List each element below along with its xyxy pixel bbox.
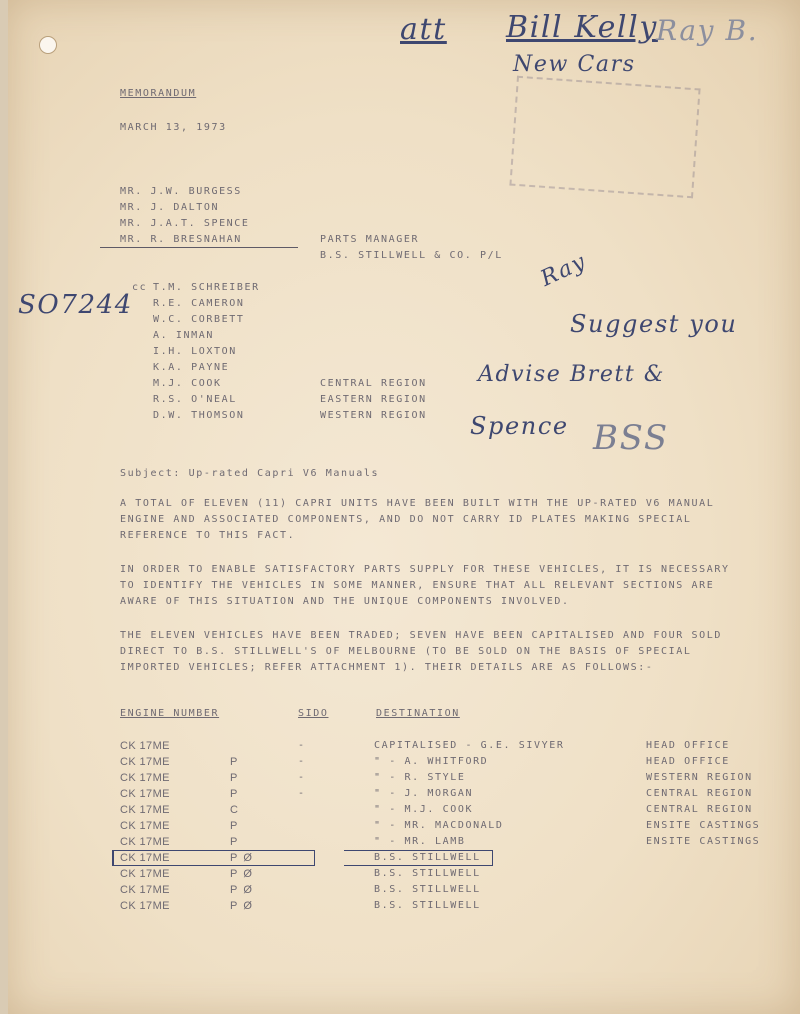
parts-mark: P — [230, 836, 239, 848]
cc-name: A. INMAN — [153, 330, 214, 341]
sido-value: - — [298, 772, 306, 783]
from-company: B.S. STILLWELL & CO. P/L — [320, 250, 503, 261]
recipient: MR. J.A.T. SPENCE — [120, 218, 250, 229]
parts-mark: P Ø — [230, 900, 254, 912]
sido-value: - — [298, 740, 306, 751]
parts-mark: P Ø — [230, 868, 254, 880]
handwritten-ref-number: SO7244 — [18, 290, 133, 320]
destination: " - A. WHITFORD — [374, 756, 489, 767]
engine-number: CK 17ME — [120, 788, 170, 800]
cc-region: WESTERN REGION — [320, 410, 427, 421]
parts-mark: P Ø — [230, 852, 254, 864]
engine-number: CK 17ME — [120, 740, 170, 752]
cc-name: M.J. COOK — [153, 378, 222, 389]
cc-name: T.M. SCHREIBER — [153, 282, 260, 293]
cc-name: K.A. PAYNE — [153, 362, 230, 373]
handwritten-new-cars: New Cars — [513, 52, 636, 77]
location: ENSITE CASTINGS — [646, 836, 761, 847]
cc-label: cc — [132, 282, 148, 293]
memo-page — [8, 0, 800, 1014]
handwritten-att: att — [400, 12, 447, 47]
engine-number: CK 17ME — [120, 884, 170, 896]
cc-name: D.W. THOMSON — [153, 410, 245, 421]
location: CENTRAL REGION — [646, 788, 753, 799]
column-header-engine: ENGINE NUMBER — [120, 708, 220, 719]
parts-mark: P — [230, 772, 239, 784]
engine-number: CK 17ME — [120, 756, 170, 768]
memo-subject: Subject: Up-rated Capri V6 Manuals — [120, 468, 380, 479]
destination: B.S. STILLWELL — [374, 868, 481, 879]
recipient: MR. R. BRESNAHAN — [120, 234, 242, 245]
destination: CAPITALISED - G.E. SIVYER — [374, 740, 565, 751]
engine-number: CK 17ME — [120, 772, 170, 784]
location: CENTRAL REGION — [646, 804, 753, 815]
highlight-line — [112, 850, 315, 866]
memo-date: MARCH 13, 1973 — [120, 122, 227, 133]
sido-value: - — [298, 756, 306, 767]
memo-paragraph: THE ELEVEN VEHICLES HAVE BEEN TRADED; SEVEN HAVE BEEN CAPITALISED AND FOUR SOLD DIRECT TO B.S. STILLWELL'S OF MELBOURNE (TO BE SOLD ON THE BASIS OF SPECIAL IMPORTED VEHICLES; REFER ATTACHMENT 1). THEIR DETAILS ARE AS FOLLOWS:- — [120, 630, 723, 673]
received-stamp — [509, 76, 700, 199]
cc-name: I.H. LOXTON — [153, 346, 237, 357]
destination: " - J. MORGAN — [374, 788, 474, 799]
destination: " - R. STYLE — [374, 772, 466, 783]
cc-name: R.E. CAMERON — [153, 298, 245, 309]
destination: B.S. STILLWELL — [374, 884, 481, 895]
handwritten-initials: BSS — [593, 418, 669, 458]
location: ENSITE CASTINGS — [646, 820, 761, 831]
punch-hole — [39, 36, 57, 54]
recipient: MR. J. DALTON — [120, 202, 220, 213]
location: HEAD OFFICE — [646, 756, 730, 767]
sido-value: - — [298, 788, 306, 799]
from-title: PARTS MANAGER — [320, 234, 420, 245]
parts-mark: C — [230, 804, 240, 816]
engine-number: CK 17ME — [120, 804, 170, 816]
parts-mark: P Ø — [230, 884, 254, 896]
memo-paragraph: IN ORDER TO ENABLE SATISFACTORY PARTS SUPPLY FOR THESE VEHICLES, IT IS NECESSARY TO IDENTIFY THE VEHICLES IN SOME MANNER, ENSURE THAT ALL RELEVANT SECTIONS ARE AWARE OF THIS SITUATION AND THE UNIQUE COMPONENTS INVOLVED. — [120, 564, 730, 607]
engine-number: CK 17ME — [120, 852, 170, 864]
recipient: MR. J.W. BURGESS — [120, 186, 242, 197]
parts-mark: P — [230, 820, 239, 832]
recipient-divider — [100, 247, 298, 248]
cc-region: CENTRAL REGION — [320, 378, 427, 389]
destination: B.S. STILLWELL — [374, 900, 481, 911]
column-header-sido: SIDO — [298, 708, 329, 719]
location: WESTERN REGION — [646, 772, 753, 783]
column-header-destination: DESTINATION — [376, 708, 460, 719]
handwritten-note: Suggest you — [570, 310, 738, 338]
destination: " - MR. MACDONALD — [374, 820, 504, 831]
highlight-line — [344, 850, 493, 866]
memo-heading: MEMORANDUM — [120, 88, 197, 99]
memo-paragraph: A TOTAL OF ELEVEN (11) CAPRI UNITS HAVE BEEN BUILT WITH THE UP-RATED V6 MANUAL ENGINE AND ASSOCIATED COMPONENTS, AND DO NOT CARRY ID PLATES MAKING SPECIAL REFERENCE TO THIS FACT. — [120, 498, 715, 541]
engine-number: CK 17ME — [120, 820, 170, 832]
cc-name: W.C. CORBETT — [153, 314, 245, 325]
handwritten-ray-b: Ray B. — [656, 14, 759, 47]
handwritten-bill-kelly: Bill Kelly — [506, 10, 658, 45]
cc-name: R.S. O'NEAL — [153, 394, 237, 405]
parts-mark: P — [230, 756, 239, 768]
handwritten-note: Advise Brett & — [478, 362, 666, 387]
parts-mark: P — [230, 788, 239, 800]
engine-number: CK 17ME — [120, 836, 170, 848]
cc-region: EASTERN REGION — [320, 394, 427, 405]
handwritten-note: Spence — [470, 412, 569, 440]
engine-number: CK 17ME — [120, 868, 170, 880]
engine-number: CK 17ME — [120, 900, 170, 912]
destination: " - M.J. COOK — [374, 804, 474, 815]
destination: B.S. STILLWELL — [374, 852, 481, 863]
destination: " - MR. LAMB — [374, 836, 466, 847]
handwritten-note: Ray — [536, 249, 591, 292]
location: HEAD OFFICE — [646, 740, 730, 751]
